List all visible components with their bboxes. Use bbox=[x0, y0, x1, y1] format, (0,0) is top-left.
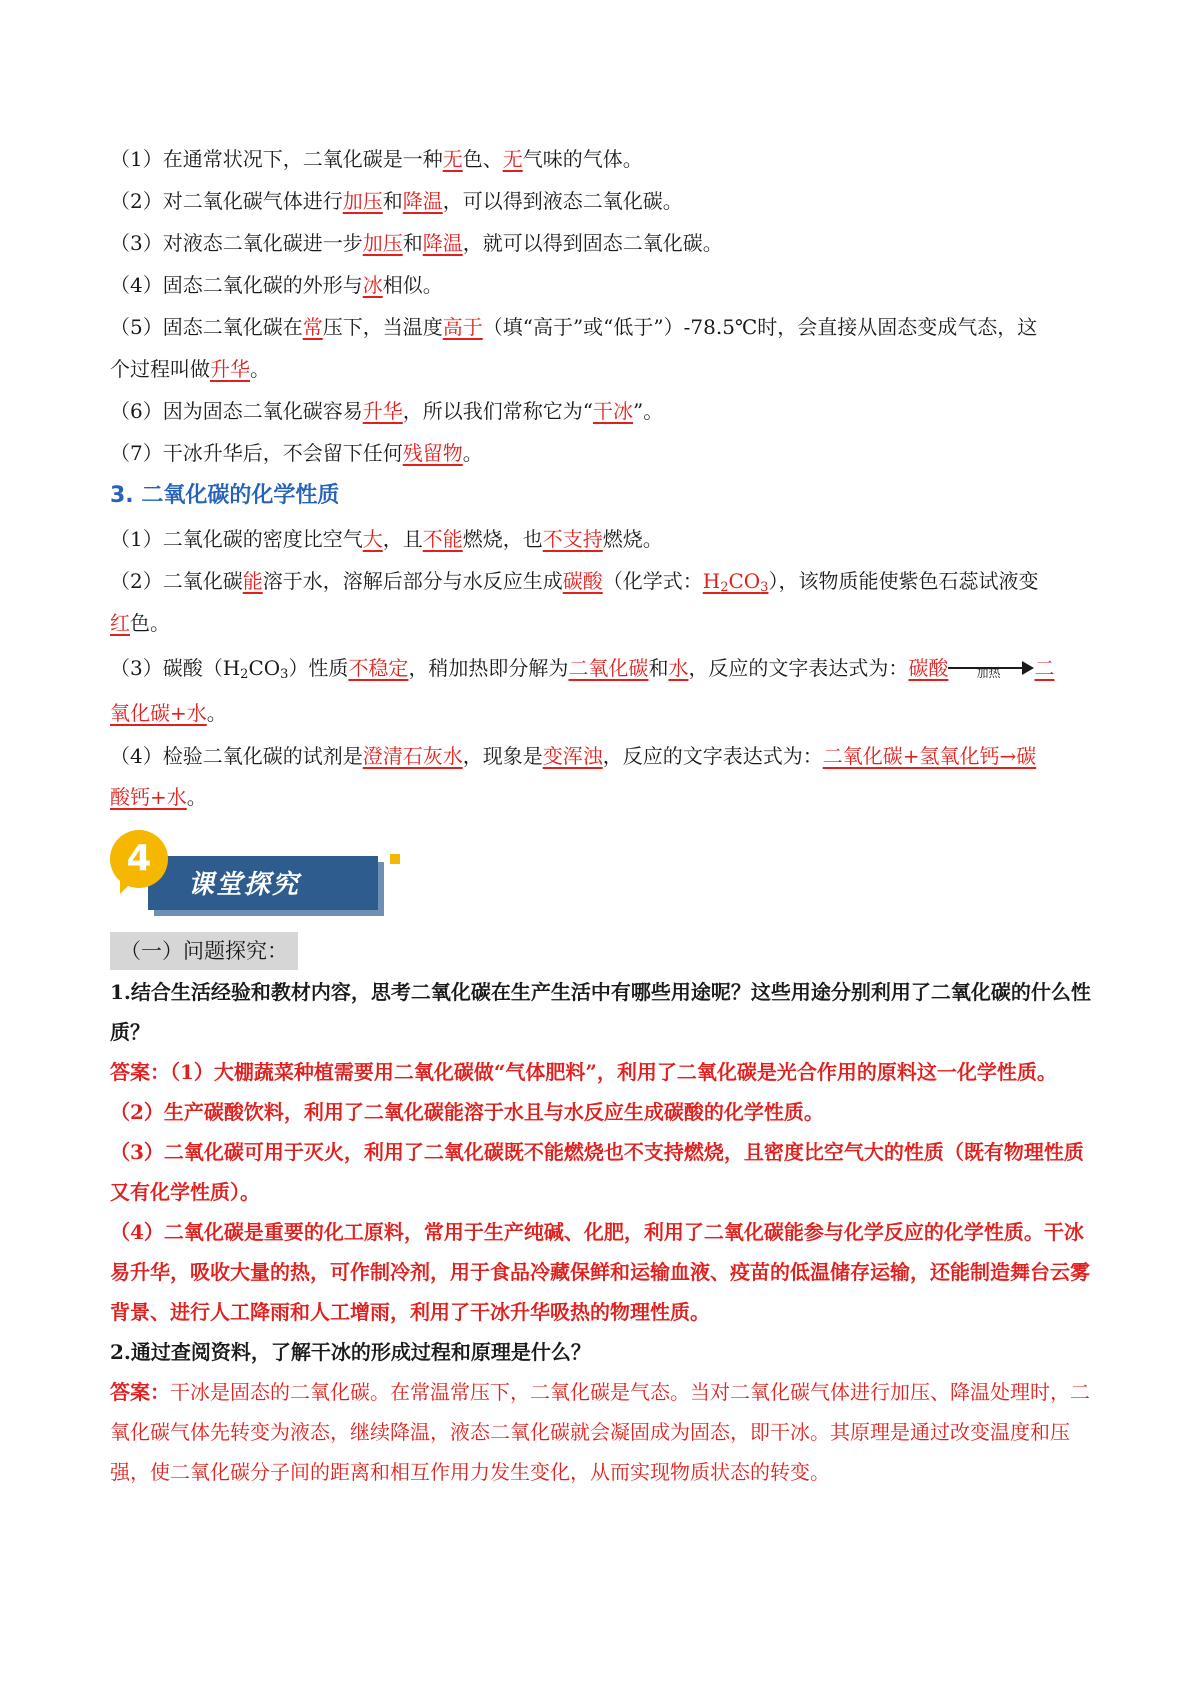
question-2: 2.通过查阅资料，了解干冰的形成过程和原理是什么？ bbox=[110, 1340, 591, 1364]
text: ，且 bbox=[382, 527, 423, 551]
property-line-2 bbox=[110, 180, 1100, 222]
answer-fill: 碳酸 bbox=[908, 656, 949, 680]
text: ，稍加热即分解为 bbox=[408, 656, 569, 680]
section-badge bbox=[110, 824, 1100, 924]
answer-fill: 二氧化碳+氢氧化钙→碳 bbox=[822, 744, 1037, 768]
document-page bbox=[110, 138, 1100, 1492]
answer-fill: 加压 bbox=[342, 189, 383, 213]
text: 。 bbox=[462, 441, 483, 465]
answer-fill: 大 bbox=[362, 527, 383, 551]
text: ，反应的文字表达式为： bbox=[688, 656, 909, 680]
subscript: 2 bbox=[240, 667, 249, 682]
property-line-3 bbox=[110, 222, 1100, 264]
text: （5）固态二氧化碳在 bbox=[110, 315, 303, 339]
answer-lead: 答案： bbox=[110, 1380, 170, 1404]
text: 。 bbox=[186, 785, 207, 809]
text: 气味的气体。 bbox=[522, 147, 643, 171]
text: （3）对液态二氧化碳进一步 bbox=[110, 231, 363, 255]
text: 相似。 bbox=[382, 273, 443, 297]
badge-number: 4 bbox=[126, 838, 152, 879]
answer-1-part-4: （4）二氧化碳是重要的化工原料，常用于生产纯碱、化肥，利用了二氧化碳能参与化学反应的化学性质。干冰易升华，吸收大量的热，可作制冷剂，用于食品冷藏保鲜和运输血液、疫苗的低温储存运输，还能制造舞台云雾背景、进行人工降雨和人工增雨，利用了干冰升华吸热的物理性质。 bbox=[110, 1220, 1090, 1324]
text: ，可以得到液态二氧化碳。 bbox=[442, 189, 683, 213]
text: 个过程叫做 bbox=[110, 357, 210, 381]
text: ，所以我们常称它为“ bbox=[402, 399, 593, 423]
text: （1）在通常状况下，二氧化碳是一种 bbox=[110, 147, 443, 171]
answer-fill: 残留物 bbox=[402, 441, 463, 465]
answer-fill: 碳酸 bbox=[562, 569, 603, 593]
subscript: 3 bbox=[760, 580, 769, 595]
text: CO bbox=[248, 656, 281, 680]
chem-line-4 bbox=[110, 736, 1100, 776]
answer-1-part-3: （3）二氧化碳可用于灭火，利用了二氧化碳既不能燃烧也不支持燃烧，且密度比空气大的性质（既有物理性质又有化学性质）。 bbox=[110, 1140, 1084, 1204]
answer-fill: 水 bbox=[668, 656, 689, 680]
text: ，就可以得到固态二氧化碳。 bbox=[462, 231, 723, 255]
text: （4）固态二氧化碳的外形与 bbox=[110, 273, 363, 297]
formula-fill bbox=[703, 569, 769, 593]
answer-fill: 升华 bbox=[210, 357, 250, 381]
text: 燃烧，也 bbox=[462, 527, 543, 551]
property-line-7 bbox=[110, 432, 1100, 474]
text: （1）二氧化碳的密度比空气 bbox=[110, 527, 363, 551]
chem-line-1 bbox=[110, 518, 1100, 560]
text: （7）干冰升华后，不会留下任何 bbox=[110, 441, 403, 465]
section-title: 3. 二氧化碳的化学性质 bbox=[110, 483, 340, 508]
text: 。 bbox=[250, 357, 270, 381]
property-line-5-cont bbox=[110, 348, 1100, 390]
property-line-4 bbox=[110, 264, 1100, 306]
text: （填“高于”或“低于”）-78.5℃时，会直接从固态变成气态，这 bbox=[482, 315, 1038, 339]
text: （3）碳酸（H bbox=[110, 656, 241, 680]
inquiry-label: （一）问题探究： bbox=[110, 932, 298, 970]
badge-title: 课堂探究 bbox=[188, 870, 301, 900]
chem-line-2-cont bbox=[110, 602, 1100, 644]
text: ）性质 bbox=[288, 656, 349, 680]
answer-fill: 二氧化碳 bbox=[568, 656, 649, 680]
answer-1-part-2: （2）生产碳酸饮料，利用了二氧化碳能溶于水且与水反应生成碳酸的化学性质。 bbox=[110, 1100, 824, 1124]
reaction-arrow bbox=[948, 657, 1034, 680]
answer-fill: 干冰 bbox=[592, 399, 633, 423]
subscript: 3 bbox=[280, 667, 289, 682]
answer-2 bbox=[110, 1372, 1100, 1492]
answer-fill: 冰 bbox=[362, 273, 383, 297]
question-1: 1.结合生活经验和教材内容，思考二氧化碳在生产生活中有哪些用途呢？这些用途分别利用了二氧化碳的什么性质？ bbox=[110, 980, 1091, 1044]
badge-decoration bbox=[390, 854, 400, 864]
subscript: 2 bbox=[720, 580, 729, 595]
answer-fill: 红 bbox=[110, 611, 130, 635]
answer-fill: 升华 bbox=[362, 399, 403, 423]
answer-fill: 二 bbox=[1034, 656, 1055, 680]
chem-line-3-cont bbox=[110, 692, 1100, 734]
answer-fill: 降温 bbox=[402, 189, 443, 213]
text: （6）因为固态二氧化碳容易 bbox=[110, 399, 363, 423]
text: 和 bbox=[648, 656, 669, 680]
text: （2）对二氧化碳气体进行 bbox=[110, 189, 343, 213]
text: （4）检验二氧化碳的试剂是 bbox=[110, 744, 363, 768]
text: ，反应的文字表达式为： bbox=[602, 744, 823, 768]
text: 色。 bbox=[130, 611, 170, 635]
chem-line-3 bbox=[110, 644, 1100, 692]
answer-fill: 氧化碳+水 bbox=[110, 701, 207, 725]
answer-fill: 无 bbox=[442, 147, 463, 171]
property-line-5 bbox=[110, 306, 1100, 348]
text: （化学式： bbox=[602, 569, 703, 593]
arrow-head-icon bbox=[1022, 661, 1034, 675]
text: ），该物质能使紫色石蕊试液变 bbox=[768, 569, 1039, 593]
answer-fill: 酸钙+水 bbox=[110, 785, 187, 809]
answer-fill: 加压 bbox=[362, 231, 403, 255]
answer-fill: 降温 bbox=[422, 231, 463, 255]
text: 燃烧。 bbox=[602, 527, 663, 551]
text: 溶于水，溶解后部分与水反应生成 bbox=[262, 569, 563, 593]
answer-fill: 常 bbox=[302, 315, 323, 339]
answer-1-part-1: 答案：（1）大棚蔬菜种植需要用二氧化碳做“气体肥料”，利用了二氧化碳是光合作用的原料这一化学性质。 bbox=[110, 1060, 1057, 1084]
answer-fill: 高于 bbox=[442, 315, 483, 339]
answer-fill: 澄清石灰水 bbox=[362, 744, 463, 768]
answer-fill: 不能 bbox=[422, 527, 463, 551]
text: 压下，当温度 bbox=[322, 315, 443, 339]
text: 和 bbox=[402, 231, 423, 255]
answer-fill: 无 bbox=[502, 147, 523, 171]
chem-line-4-cont bbox=[110, 776, 1100, 818]
answer-fill: 不支持 bbox=[542, 527, 603, 551]
answer-fill: 变浑浊 bbox=[542, 744, 603, 768]
text: 色、 bbox=[462, 147, 503, 171]
text: （2）二氧化碳 bbox=[110, 569, 243, 593]
text: 。 bbox=[206, 701, 227, 725]
text: ”。 bbox=[632, 399, 664, 423]
text: 和 bbox=[382, 189, 403, 213]
property-line-6 bbox=[110, 390, 1100, 432]
text: H bbox=[702, 569, 721, 593]
answer-fill: 能 bbox=[242, 569, 263, 593]
property-line-1 bbox=[110, 138, 1100, 180]
text: CO bbox=[728, 569, 761, 593]
reaction-condition: 加热 bbox=[976, 666, 1001, 680]
answer-text: 干冰是固态的二氧化碳。在常温常压下，二氧化碳是气态。当对二氧化碳气体进行加压、降温处理时，二氧化碳气体先转变为液态，继续降温，液态二氧化碳就会凝固成为固态，即干冰。其原理是通过改变温度和压强，使二氧化碳分子间的距离和相互作用力发生变化，从而实现物质状态的转变。 bbox=[110, 1380, 1090, 1484]
chem-line-2 bbox=[110, 560, 1100, 602]
answer-fill: 不稳定 bbox=[348, 656, 409, 680]
text: ，现象是 bbox=[462, 744, 543, 768]
